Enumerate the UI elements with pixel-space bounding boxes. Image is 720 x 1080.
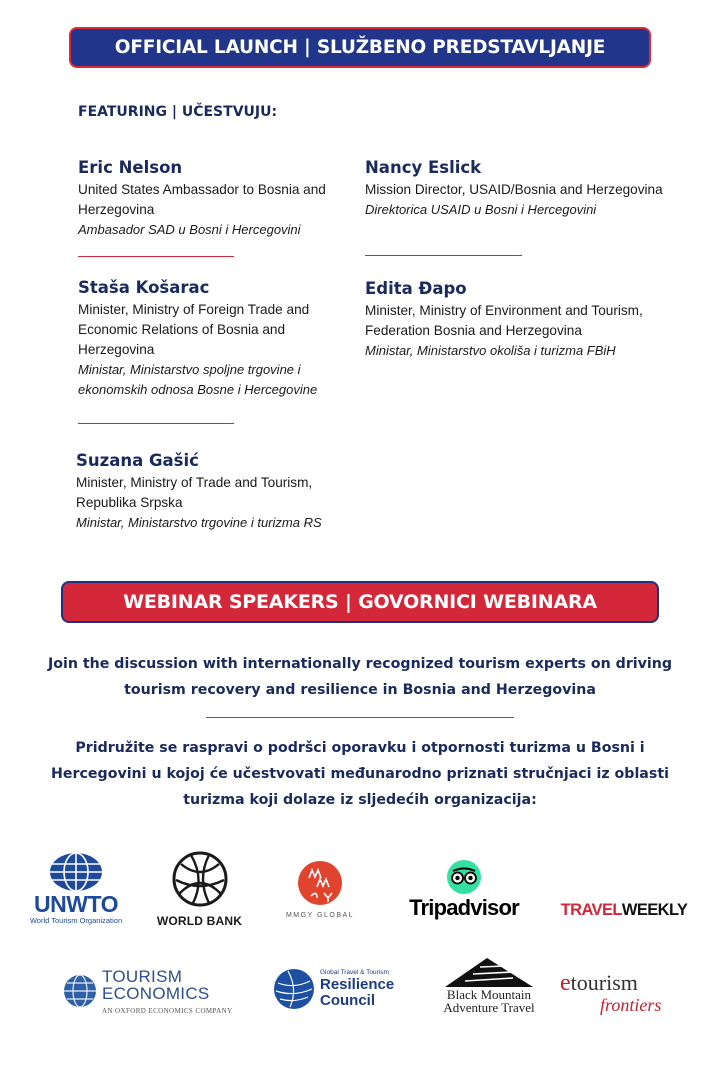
unwto-logo <box>26 847 126 929</box>
speaker-card <box>365 278 645 361</box>
webinar-banner: WEBINAR SPEAKERS | GOVORNICI WEBINARA <box>63 583 657 621</box>
etourism-e: e <box>560 970 571 996</box>
gttrc-line1: Global Travel & Tourism <box>320 969 389 976</box>
etourism-frontiers: frontiers <box>600 995 662 1015</box>
divider <box>206 717 514 718</box>
tourism-economics-line2: ECONOMICS <box>102 983 210 1003</box>
black-mountain-logo <box>430 951 548 1017</box>
speaker-card <box>78 277 348 400</box>
tripadvisor-logo <box>392 857 536 923</box>
speaker-role-local: Ministar, Ministarstvo spoljne trgovine i ekonomskih odnosa Bosne i Hercegovine <box>78 362 318 397</box>
globe-icon <box>62 973 98 1009</box>
speaker-name: Edita Đapo <box>365 279 467 298</box>
speaker-name: Eric Nelson <box>78 158 183 177</box>
speaker-name: Suzana Gašić <box>76 451 199 470</box>
speaker-role: Mission Director, USAID/Bosnia and Herzegovina <box>365 182 663 197</box>
speaker-role-local: Ministar, Ministarstvo okoliša i turizma FBiH <box>365 343 616 358</box>
travel-weekly-wordmark-part2: WEEKLY <box>621 900 688 919</box>
mmgy-logo <box>280 855 360 923</box>
divider <box>78 256 234 257</box>
divider <box>365 255 522 256</box>
tourism-economics-logo <box>62 965 254 1017</box>
mountain-icon <box>443 954 535 988</box>
etourism-wordmark: tourism <box>570 970 638 995</box>
black-mountain-line1: Black Mountain <box>446 987 532 1002</box>
tourism-economics-line1: TOURISM <box>102 966 183 986</box>
world-bank-globe-icon <box>171 850 229 908</box>
speaker-role: Minister, Ministry of Environment and Tourism, Federation Bosnia and Herzegovina <box>365 303 643 338</box>
speaker-card <box>76 450 351 533</box>
world-bank-wordmark: WORLD BANK <box>156 914 243 928</box>
intro-english: Join the discussion with internationally recognized tourism experts on driving tourism recovery and resilience in Bosnia and Herzegovina <box>47 656 673 698</box>
intro-local: Pridružite se raspravi o podršci oporavku i otpornosti turizma u Bosni i Hercegovini u kojoj će učestvovati međunarodno priznati stručnjaci iz oblasti turizma koji dolaze iz sljedećih organizacija: <box>51 740 669 808</box>
etourism-frontiers-logo <box>560 966 680 1020</box>
speaker-name: Staša Košarac <box>78 278 210 297</box>
world-bank-logo <box>152 848 247 930</box>
speaker-role-local: Direktorica USAID u Bosni i Hercegovini <box>365 202 597 217</box>
unwto-subtitle: World Tourism Organization <box>29 915 123 925</box>
speaker-role-local: Ministar, Ministarstvo trgovine i turizma RS <box>76 515 322 530</box>
globe-icon <box>48 852 104 892</box>
unwto-wordmark: UNWTO <box>34 890 118 917</box>
gttrc-logo <box>272 965 404 1013</box>
gttrc-line3: Council <box>320 992 375 1009</box>
speaker-name: Nancy Eslick <box>365 158 482 177</box>
divider <box>78 423 234 424</box>
globe-icon <box>272 967 316 1011</box>
speaker-role: Minister, Ministry of Trade and Tourism, Republika Srpska <box>76 475 313 510</box>
speaker-role-local: Ambasador SAD u Bosni i Hercegovini <box>78 222 301 237</box>
owl-icon <box>446 859 482 895</box>
tripadvisor-wordmark: Tripadvisor <box>409 895 519 920</box>
gttrc-line2: Resilience <box>320 976 395 993</box>
speaker-card <box>78 157 368 240</box>
mmgy-emblem-icon <box>297 860 343 906</box>
speaker-role: United States Ambassador to Bosnia and Herzegovina <box>78 182 326 217</box>
launch-banner: OFFICIAL LAUNCH | SLUŽBENO PREDSTAVLJANJE <box>71 29 649 66</box>
travel-weekly-wordmark-part1: TRAVEL <box>560 900 622 919</box>
mmgy-wordmark: MMGY GLOBAL <box>285 911 355 919</box>
speaker-card <box>365 157 705 220</box>
travel-weekly-logo <box>553 898 695 922</box>
tourism-economics-subtitle: AN OXFORD ECONOMICS COMPANY <box>102 1006 233 1015</box>
black-mountain-line2: Adventure Travel <box>443 1000 535 1015</box>
speaker-role: Minister, Ministry of Foreign Trade and Economic Relations of Bosnia and Herzegovina <box>78 302 310 357</box>
featuring-label: FEATURING | UČESTVUJU: <box>78 104 278 120</box>
